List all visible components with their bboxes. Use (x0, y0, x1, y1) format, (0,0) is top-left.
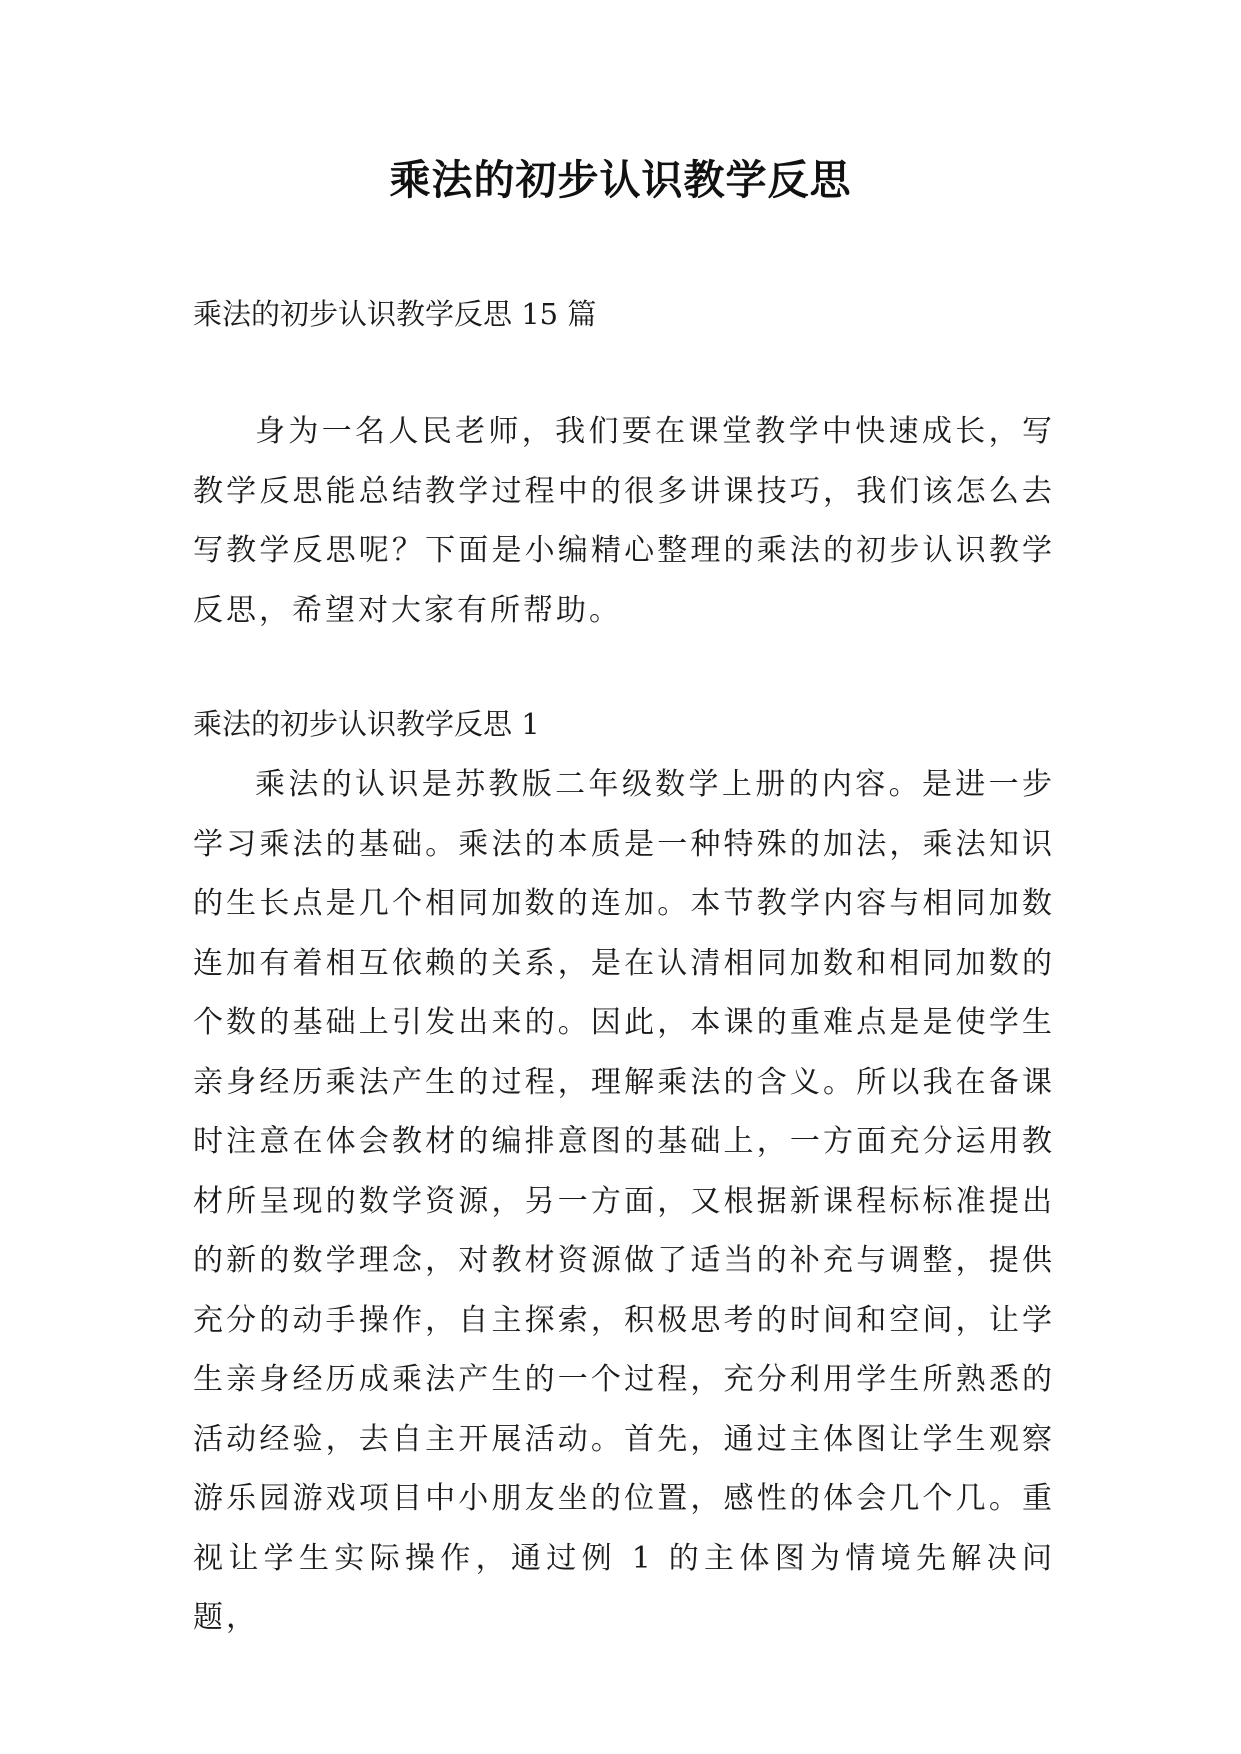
section-heading-1: 乘法的初步认识教学反思 1 (193, 707, 540, 741)
page-title: 乘法的初步认识教学反思 (389, 156, 852, 204)
intro-paragraph: 身为一名人民老师，我们要在课堂教学中快速成长，写教学反思能总结教学过程中的很多讲课技巧，我们该怎么去写教学反思呢？下面是小编精心整理的乘法的初步认识教学反思，希望对大家有所帮助。 (193, 414, 1055, 628)
document-subtitle: 乘法的初步认识教学反思 15 篇 (193, 297, 597, 331)
section-body-1: 乘法的认识是苏教版二年级数学上册的内容。是进一步学习乘法的基础。乘法的本质是一种特殊的加法，乘法知识的生长点是几个相同加数的连加。本节教学内容与相同加数连加有着相互依赖的关系，是在认清相同加数和相同加数的个数的基础上引发出来的。因此，本课的重难点是是使学生亲身经历乘法产生的过程，理解乘法的含义。所以我在备课时注意在体会教材的编排意图的基础上，一方面充分运用教材所呈现的数学资源，另一方面，又根据新课程标标准提出的新的数学理念，对教材资源做了适当的补充与调整，提供充分的动手操作，自主探索，积极思考的时间和空间，让学生亲身经历成乘法产生的一个过程，充分利用学生所熟悉的活动经验，去自主开展活动。首先，通过主体图让学生观察游乐园游戏项目中小朋友坐的位置，感性的体会几个几。重视让学生实际操作，通过例 1 的主体图为情境先解决问题， (193, 767, 1055, 1635)
